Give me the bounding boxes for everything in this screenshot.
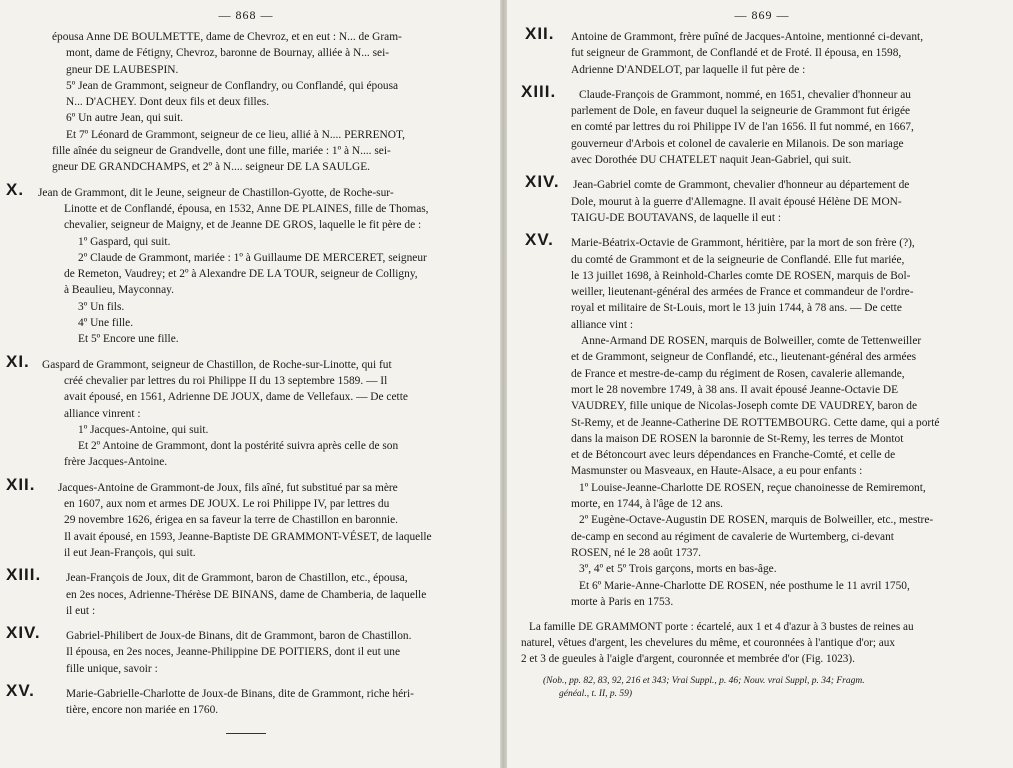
text-line: en 1607, aux nom et armes DE JOUX. Le roi Philippe IV, par lettres du bbox=[64, 498, 390, 511]
text-line: chevalier, seigneur de Maigny, et de Jeanne DE GROS, laquelle le fit père de : bbox=[64, 219, 422, 232]
entry-xi bbox=[6, 351, 486, 471]
text-line: fille unique, savoir : bbox=[66, 662, 158, 675]
text-line: N... D'ACHEY. Dont deux fils et deux filles. bbox=[66, 96, 270, 109]
text-line: TAIGU-DE BOUTAVANS, de laquelle il eut : bbox=[571, 211, 782, 224]
end-rule bbox=[226, 733, 266, 734]
text-line: de Remeton, Vaudrey; et 2º à Alexandre DE LA TOUR, seigneur de Colligny, bbox=[64, 268, 418, 281]
text-line: Jacques-Antoine de Grammont-de Joux, fils aîné, fut substitué par sa mère bbox=[58, 481, 398, 494]
right-page bbox=[507, 0, 1013, 768]
entry-xv bbox=[6, 680, 486, 719]
text-line: Et 7º Léonard de Grammont, seigneur de ce lieu, allié à N.... PERRENOT, bbox=[66, 128, 405, 141]
left-page bbox=[0, 0, 500, 768]
text-line: gouverneur d'Arbois et colonel de cavalerie en Milanois. De son mariage bbox=[571, 137, 904, 150]
text-line: Dole, mourut à la guerre d'Allemagne. Il avait épousé Hélène DE MON- bbox=[571, 195, 902, 208]
text-line: alliance vint : bbox=[571, 318, 633, 331]
text-line: le 13 juillet 1698, à Reinhold-Charles comte DE ROSEN, marquis de Bol- bbox=[571, 269, 911, 282]
generation-numeral: XIII. bbox=[521, 81, 557, 101]
text-line: 4º Une fille. bbox=[78, 317, 134, 330]
book-gutter bbox=[500, 0, 507, 768]
text-line: Et 5º Encore une fille. bbox=[78, 333, 179, 346]
references-note bbox=[521, 675, 1003, 701]
text-line: 1º Gaspard, qui suit. bbox=[78, 235, 171, 248]
text-line: il eut Jean-François, qui suit. bbox=[64, 546, 196, 559]
text-line: Et 6º Marie-Anne-Charlotte DE ROSEN, née posthume le 11 avril 1750, bbox=[579, 579, 910, 592]
generation-numeral: XIII. bbox=[6, 565, 42, 585]
text-line: Jean-François de Joux, dit de Grammont, baron de Chastillon, etc., épousa, bbox=[66, 572, 408, 585]
text-line: Gabriel-Philibert de Joux-de Binans, dit de Grammont, baron de Chastillon. bbox=[66, 630, 412, 643]
note-line: généal., t. II, p. 59) bbox=[559, 689, 633, 700]
generation-numeral: XI. bbox=[6, 351, 30, 371]
blazon-line: 2 et 3 de gueules à l'aigle d'argent, couronnée et membrée d'or (Fig. 1023). bbox=[521, 653, 855, 666]
text-line: 1º Jacques-Antoine, qui suit. bbox=[78, 423, 209, 436]
text-line: VAUDREY, fille unique de Nicolas-Joseph comte DE VAUDREY, baron de bbox=[571, 400, 918, 413]
intro-block bbox=[6, 29, 486, 176]
text-line: fille aînée du seigneur de Grandvelle, dont une fille, mariée : 1º à N.... sei- bbox=[52, 145, 391, 158]
entry-xiv-right bbox=[521, 172, 1003, 226]
text-line: 2º Claude de Grammont, mariée : 1º à Guillaume DE MERCERET, seigneur bbox=[78, 251, 427, 264]
text-line: et de Grammont, seigneur de Conflandé, etc., lieutenant-général des armées bbox=[571, 351, 917, 364]
text-line: fut seigneur de Grammont, de Conflandé et de Froté. Il épousa, en 1598, bbox=[571, 47, 902, 60]
text-line: Linotte et de Conflandé, épousa, en 1532, Anne DE PLAINES, fille de Thomas, bbox=[64, 202, 429, 215]
blazon-line: La famille DE GRAMMONT porte : écartelé, aux 1 et 4 d'azur à 3 bustes de reines au bbox=[529, 621, 914, 634]
text-line: créé chevalier par lettres du roi Philippe II du 13 septembre 1589. — Il bbox=[64, 374, 388, 387]
entry-x bbox=[6, 179, 486, 348]
text-line: Gaspard de Grammont, seigneur de Chastillon, de Roche-sur-Linotte, qui fut bbox=[42, 358, 392, 371]
entry-xv-right bbox=[521, 230, 1003, 610]
text-line: morte à Paris en 1753. bbox=[571, 595, 674, 608]
generation-numeral: XII. bbox=[525, 24, 555, 43]
text-line: Et 2º Antoine de Grammont, dont la postérité suivra après celle de son bbox=[78, 440, 399, 453]
entry-xii bbox=[6, 474, 486, 561]
generation-numeral: XV. bbox=[525, 230, 554, 250]
text-line: gneur DE GRANDCHAMPS, et 2º à N.... seigneur DE LA SAULGE. bbox=[52, 161, 371, 174]
text-line: de-camp en second au régiment de cavalerie de Wurtemberg, ci-devant bbox=[571, 530, 894, 543]
entry-xiv bbox=[6, 623, 486, 677]
text-line: Marie-Béatrix-Octavie de Grammont, héritière, par la mort de son frère (?), bbox=[571, 237, 915, 250]
text-line: 2º Eugène-Octave-Augustin DE ROSEN, marquis de Bolweiller, etc., mestre- bbox=[579, 514, 934, 527]
generation-numeral: XIV. bbox=[525, 172, 560, 192]
text-line: 6º Un autre Jean, qui suit. bbox=[66, 112, 184, 125]
note-line: (Nob., pp. 82, 83, 92, 216 et 343; Vrai Suppl., p. 46; Nouv. vrai Suppl, p. 34; Fragm. bbox=[543, 676, 865, 687]
text-line: Anne-Armand DE ROSEN, marquis de Bolweiller, comte de Tettenweiller bbox=[581, 335, 922, 348]
text-line: mont, dame de Fétigny, Chevroz, baronne de Bournay, alliée à N... sei- bbox=[66, 47, 390, 60]
text-line: tière, encore non mariée en 1760. bbox=[66, 704, 219, 717]
text-line: mort le 28 novembre 1749, à 38 ans. Il avait épousé Jeanne-Octavie DE bbox=[571, 383, 899, 396]
text-line: Il avait épousé, en 1593, Jeanne-Baptiste DE GRAMMONT-VÉSET, de laquelle bbox=[64, 530, 432, 543]
blazon-paragraph bbox=[521, 619, 1003, 667]
entry-xiii-right bbox=[521, 81, 1003, 168]
page-number-right: — 869 — bbox=[734, 8, 790, 22]
entry-xii-right bbox=[521, 24, 1003, 78]
text-line: 5º Jean de Grammont, seigneur de Conflandry, ou Conflandé, qui épousa bbox=[66, 79, 399, 92]
text-line: gneur DE LAUBESPIN. bbox=[66, 63, 179, 76]
generation-numeral: X. bbox=[6, 179, 25, 199]
entry-xiii bbox=[6, 565, 486, 619]
text-line: Antoine de Grammont, frère puîné de Jacques-Antoine, mentionné ci-devant, bbox=[571, 31, 924, 43]
generation-numeral: XIV. bbox=[6, 623, 41, 643]
text-line: weiller, lieutenant-général des armées de France et commandeur de l'ordre- bbox=[571, 286, 914, 299]
text-line: morte, en 1744, à l'âge de 12 ans. bbox=[571, 498, 723, 511]
text-line: avait épousé, en 1561, Adrienne DE JOUX, dame de Vellefaux. — De cette bbox=[64, 391, 408, 404]
generation-numeral: XII. bbox=[6, 474, 36, 494]
text-line: de France et mestre-de-camp du régiment de Rosen, cavalerie allemande, bbox=[571, 367, 905, 380]
text-line: Jean de Grammont, dit le Jeune, seigneur de Chastillon-Gyotte, de Roche-sur- bbox=[38, 186, 394, 199]
text-line: parlement de Dole, en faveur duquel la seigneurie de Grammont fut érigée bbox=[571, 105, 911, 118]
text-line: Masmunster ou Masveaux, en Haute-Alsace, a eu pour enfants : bbox=[571, 465, 863, 478]
text-line: ROSEN, né le 28 août 1737. bbox=[571, 546, 702, 559]
text-line: dans la maison DE ROSEN la baronnie de St-Remy, les terres de Montot bbox=[571, 432, 904, 445]
text-line: alliance vinrent : bbox=[64, 407, 141, 420]
text-line: 1º Louise-Jeanne-Charlotte DE ROSEN, reçue chanoinesse de Remiremont, bbox=[579, 481, 926, 494]
text-line: épousa Anne DE BOULMETTE, dame de Chevroz, et en eut : N... de Gram- bbox=[52, 31, 402, 43]
text-line: du comté de Grammont et de la seigneurie de Conflandé. Elle fut mariée, bbox=[571, 253, 905, 266]
text-line: en 2es noces, Adrienne-Thérèse DE BINANS, dame de Chamberia, de laquelle bbox=[66, 588, 427, 601]
text-line: Il épousa, en 2es noces, Jeanne-Philippine DE POITIERS, dont il eut une bbox=[66, 646, 401, 659]
text-line: 3º, 4º et 5º Trois garçons, morts en bas-âge. bbox=[579, 563, 777, 576]
text-line: avec Dorothée DU CHATELET naquit Jean-Gabriel, qui suit. bbox=[571, 154, 852, 167]
text-line: et de Bétoncourt avec leurs dépendances en Franche-Comté, et celle de bbox=[571, 449, 896, 462]
text-line: il eut : bbox=[66, 604, 96, 617]
text-line: à Beaulieu, Mayconnay. bbox=[64, 284, 174, 297]
text-line: Jean-Gabriel comte de Grammont, chevalier d'honneur au département de bbox=[573, 179, 910, 192]
text-line: frère Jacques-Antoine. bbox=[64, 456, 168, 469]
text-line: royal et militaire de St-Louis, mort le 13 juin 1744, à 78 ans. — De cette bbox=[571, 302, 902, 315]
text-line: 29 novembre 1626, érigea en sa faveur la terre de Chastillon en baronnie. bbox=[64, 514, 398, 527]
blazon-line: naturel, vêtues d'argent, les chevelures du même, et couronnées à l'antique d'or; aux bbox=[521, 637, 895, 650]
text-line: 3º Un fils. bbox=[78, 300, 125, 313]
text-line: Marie-Gabrielle-Charlotte de Joux-de Binans, dite de Grammont, riche héri- bbox=[66, 687, 414, 700]
text-line: Adrienne D'ANDELOT, par laquelle il fut père de : bbox=[571, 63, 806, 76]
text-line: St-Remy, et de Jeanne-Catherine DE ROTTEMBOURG. Cette dame, qui a porté bbox=[571, 416, 940, 429]
text-line: Claude-François de Grammont, nommé, en 1651, chevalier d'honneur au bbox=[579, 88, 911, 101]
page-number-left: — 868 — bbox=[218, 8, 274, 22]
text-line: en comté par lettres du roi Philippe IV de l'an 1656. Il fut nommé, en 1667, bbox=[571, 121, 914, 134]
generation-numeral: XV. bbox=[6, 680, 35, 700]
